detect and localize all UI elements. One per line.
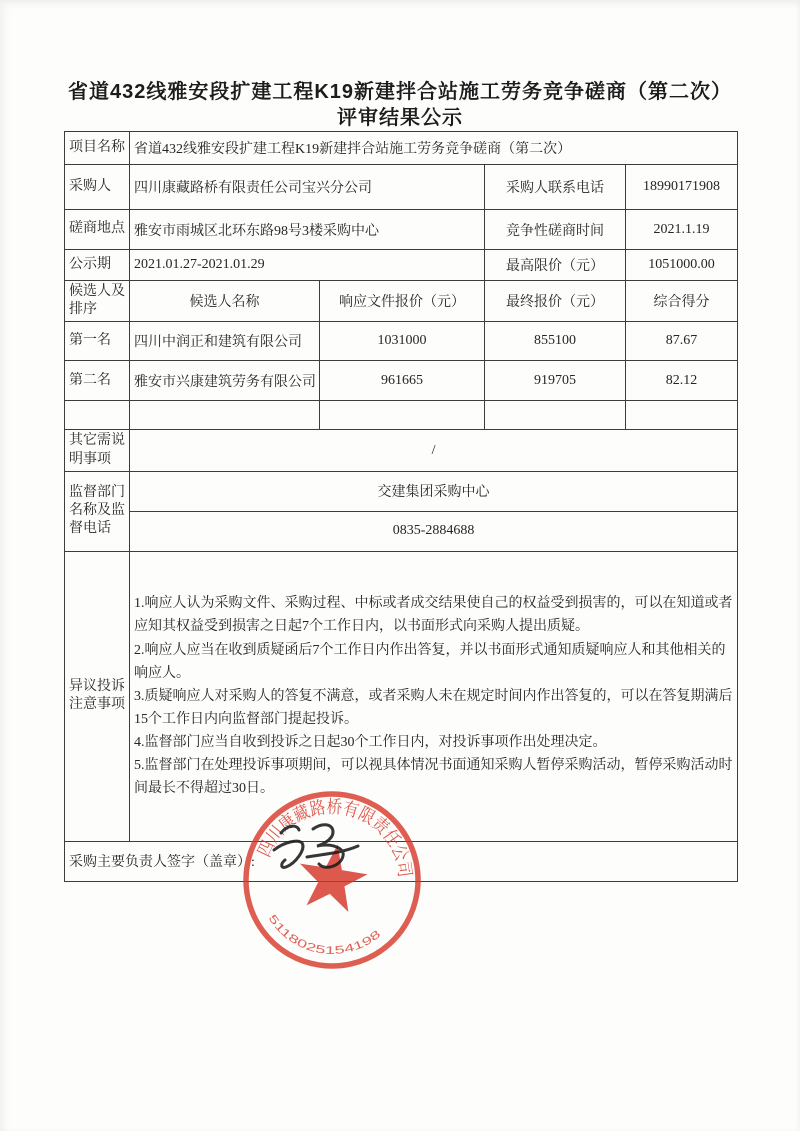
negotiation-time-label: 竞争性磋商时间 bbox=[485, 210, 626, 250]
objection-item-5: 5.监督部门在处理投诉事项期间，可以视具体情况书面通知采购人暂停采购活动，暂停采购活动时间最长不得超过30日。 bbox=[134, 757, 733, 797]
candidate-doc-price: 961665 bbox=[320, 361, 485, 401]
max-price-value: 1051000.00 bbox=[626, 250, 738, 281]
candidates-header-row bbox=[65, 281, 738, 322]
negotiation-time-value: 2021.1.19 bbox=[626, 210, 738, 250]
rank-header: 候选人及排序 bbox=[65, 281, 130, 322]
purchaser-label: 采购人 bbox=[65, 165, 130, 210]
max-price-label: 最高限价（元） bbox=[485, 250, 626, 281]
other-notes-label: 其它需说明事项 bbox=[65, 430, 130, 471]
row-objection bbox=[65, 551, 738, 841]
supervision-phone-value: 0835-2884688 bbox=[130, 511, 738, 551]
purchaser-phone-label: 采购人联系电话 bbox=[485, 165, 626, 210]
candidate-final-price: 919705 bbox=[485, 361, 626, 401]
result-table bbox=[64, 131, 738, 882]
seal-company-text: 四川康藏路桥有限责任公司 bbox=[253, 796, 416, 881]
row-purchaser bbox=[65, 165, 738, 210]
row-other-notes bbox=[65, 430, 738, 471]
objection-item-2: 2.响应人应当在收到质疑函后7个工作日内作出答复，并以书面形式通知质疑响应人和其他相关的响应人。 bbox=[134, 642, 726, 681]
candidate-name bbox=[130, 401, 320, 430]
row-venue bbox=[65, 210, 738, 250]
venue-label: 磋商地点 bbox=[65, 210, 130, 250]
candidate-row-1 bbox=[65, 322, 738, 361]
candidate-score: 82.12 bbox=[626, 361, 738, 401]
publicity-value: 2021.01.27-2021.01.29 bbox=[130, 250, 485, 281]
project-name-label: 项目名称 bbox=[65, 132, 130, 165]
row-supervision-phone bbox=[65, 511, 738, 551]
candidate-doc-price: 1031000 bbox=[320, 322, 485, 361]
candidate-doc-price bbox=[320, 401, 485, 430]
candidate-rank bbox=[65, 401, 130, 430]
publicity-label: 公示期 bbox=[65, 250, 130, 281]
project-name-value: 省道432线雅安段扩建工程K19新建拌合站施工劳务竞争磋商（第二次） bbox=[130, 132, 738, 165]
document-title bbox=[0, 79, 800, 131]
candidate-rank: 第一名 bbox=[65, 322, 130, 361]
row-supervision-dept bbox=[65, 471, 738, 511]
candidate-rank: 第二名 bbox=[65, 361, 130, 401]
supervision-label: 监督部门名称及监督电话 bbox=[65, 471, 130, 551]
candidate-score bbox=[626, 401, 738, 430]
other-notes-value: / bbox=[130, 430, 738, 471]
row-signature bbox=[65, 841, 738, 881]
purchaser-value: 四川康藏路桥有限责任公司宝兴分公司 bbox=[130, 165, 485, 210]
candidate-score: 87.67 bbox=[626, 322, 738, 361]
row-publicity bbox=[65, 250, 738, 281]
candidate-name: 雅安市兴康建筑劳务有限公司 bbox=[130, 361, 320, 401]
objection-item-1: 1.响应人认为采购文件、采购过程、中标或者成交结果使自己的权益受到损害的，可以在知道或者应知其权益受到损害之日起7个工作日内，以书面形式向采购人提出质疑。 bbox=[134, 596, 733, 635]
supervision-dept-value: 交建集团采购中心 bbox=[130, 471, 738, 511]
candidate-final-price: 855100 bbox=[485, 322, 626, 361]
candidate-final-price bbox=[485, 401, 626, 430]
seal-serial-text: 5118025154198 bbox=[265, 912, 380, 958]
name-header: 候选人名称 bbox=[130, 281, 320, 322]
title-line-2: 评审结果公示 bbox=[337, 107, 463, 129]
score-header: 综合得分 bbox=[626, 281, 738, 322]
objection-content bbox=[130, 551, 738, 841]
venue-value: 雅安市雨城区北环东路98号3楼采购中心 bbox=[130, 210, 485, 250]
signature-label: 采购主要负责人签字（盖章）: bbox=[65, 841, 738, 881]
purchaser-phone-value: 18990171908 bbox=[626, 165, 738, 210]
row-project bbox=[65, 132, 738, 165]
candidate-row-2 bbox=[65, 361, 738, 401]
objection-item-4: 4.监督部门应当自收到投诉之日起30个工作日内，对投诉事项作出处理决定。 bbox=[134, 734, 607, 750]
objection-label: 异议投诉注意事项 bbox=[65, 551, 130, 841]
candidate-row-empty bbox=[65, 401, 738, 430]
doc-price-header: 响应文件报价（元） bbox=[320, 281, 485, 322]
candidate-name: 四川中润正和建筑有限公司 bbox=[130, 322, 320, 361]
final-price-header: 最终报价（元） bbox=[485, 281, 626, 322]
objection-item-3: 3.质疑响应人对采购人的答复不满意，或者采购人未在规定时间内作出答复的，可以在答复期满后15个工作日内向监督部门提起投诉。 bbox=[134, 688, 733, 727]
title-line-1: 省道432线雅安段扩建工程K19新建拌合站施工劳务竞争磋商（第二次） bbox=[67, 81, 733, 103]
